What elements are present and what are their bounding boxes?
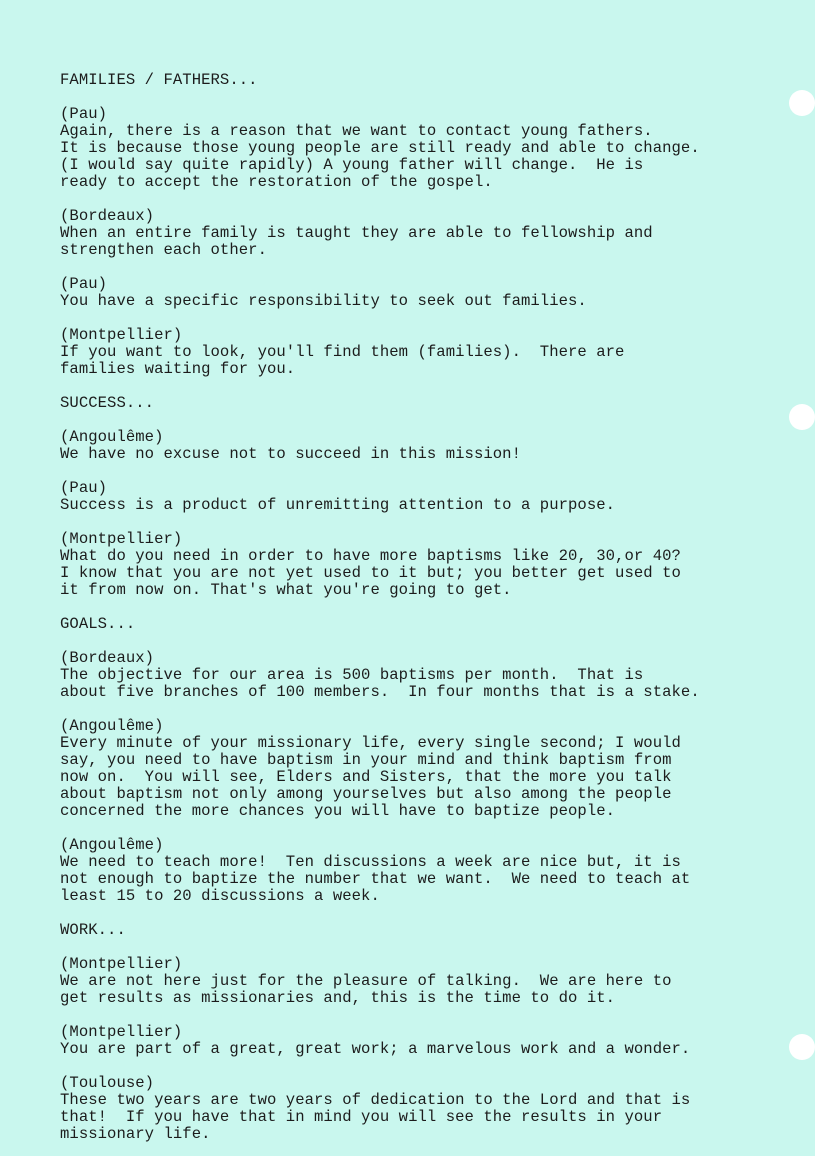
quote-line: Every minute of your missionary life, every single second; I would <box>60 734 681 752</box>
speaker-location: (Montpellier) <box>60 530 183 548</box>
section-heading: SUCCESS... <box>60 394 155 412</box>
section <box>60 922 760 1143</box>
speaker-location: (Bordeaux) <box>60 207 155 225</box>
document-body <box>60 72 760 1143</box>
quote-entry <box>60 1024 760 1058</box>
section <box>60 616 760 905</box>
quote-line: The objective for our area is 500 baptisms per month. That is <box>60 666 644 684</box>
quote-line: say, you need to have baptism in your mind and think baptism from <box>60 751 672 769</box>
quote-line: Again, there is a reason that we want to contact young fathers. <box>60 122 653 140</box>
quote-entry <box>60 327 760 378</box>
speaker-location: (Montpellier) <box>60 955 183 973</box>
punch-hole <box>789 1034 815 1060</box>
quote-line: families waiting for you. <box>60 360 296 378</box>
quote-line: missionary life. <box>60 1125 211 1143</box>
quote-entry <box>60 837 760 905</box>
quote-line: concerned the more chances you will have to baptize people. <box>60 802 616 820</box>
quote-line: not enough to baptize the number that we want. We need to teach at <box>60 870 691 888</box>
speaker-location: (Angoulême) <box>60 717 164 735</box>
speaker-location: (Montpellier) <box>60 326 183 344</box>
section-heading: GOALS... <box>60 615 136 633</box>
speaker-location: (Montpellier) <box>60 1023 183 1041</box>
quote-line: It is because those young people are still ready and able to change. <box>60 139 700 157</box>
quote-entry <box>60 208 760 259</box>
section <box>60 395 760 599</box>
quote-line: Success is a product of unremitting attention to a purpose. <box>60 496 616 514</box>
punch-hole <box>789 90 815 116</box>
quote-line: ready to accept the restoration of the gospel. <box>60 173 493 191</box>
quote-entry <box>60 956 760 1007</box>
speaker-location: (Toulouse) <box>60 1074 155 1092</box>
quote-entry <box>60 650 760 701</box>
quote-line: about baptism not only among yourselves but also among the people <box>60 785 672 803</box>
speaker-location: (Angoulême) <box>60 836 164 854</box>
quote-line: These two years are two years of dedication to the Lord and that is <box>60 1091 691 1109</box>
quote-line: When an entire family is taught they are able to fellowship and <box>60 224 653 242</box>
quote-line: What do you need in order to have more baptisms like 20, 30,or 40? <box>60 547 681 565</box>
quote-line: You have a specific responsibility to seek out families. <box>60 292 587 310</box>
quote-entry <box>60 531 760 599</box>
section <box>60 72 760 378</box>
quote-line: now on. You will see, Elders and Sisters, that the more you talk <box>60 768 672 786</box>
quote-line: I know that you are not yet used to it but; you better get used to <box>60 564 681 582</box>
section-heading: FAMILIES / FATHERS... <box>60 71 258 89</box>
quote-entry <box>60 106 760 191</box>
quote-entry <box>60 276 760 310</box>
quote-line: (I would say quite rapidly) A young father will change. He is <box>60 156 644 174</box>
quote-entry <box>60 429 760 463</box>
speaker-location: (Pau) <box>60 275 108 293</box>
quote-entry <box>60 718 760 820</box>
quote-line: If you want to look, you'll find them (families). There are <box>60 343 625 361</box>
quote-line: it from now on. That's what you're going to get. <box>60 581 512 599</box>
quote-line: We are not here just for the pleasure of talking. We are here to <box>60 972 672 990</box>
quote-line: We have no excuse not to succeed in this mission! <box>60 445 521 463</box>
punch-hole <box>789 404 815 430</box>
quote-entry <box>60 1075 760 1143</box>
quote-line: strengthen each other. <box>60 241 267 259</box>
speaker-location: (Bordeaux) <box>60 649 155 667</box>
quote-line: You are part of a great, great work; a marvelous work and a wonder. <box>60 1040 691 1058</box>
section-heading: WORK... <box>60 921 126 939</box>
speaker-location: (Pau) <box>60 105 108 123</box>
quote-line: We need to teach more! Ten discussions a week are nice but, it is <box>60 853 681 871</box>
quote-line: get results as missionaries and, this is the time to do it. <box>60 989 616 1007</box>
speaker-location: (Angoulême) <box>60 428 164 446</box>
quote-line: least 15 to 20 discussions a week. <box>60 887 380 905</box>
quote-entry <box>60 480 760 514</box>
quote-line: that! If you have that in mind you will see the results in your <box>60 1108 663 1126</box>
quote-line: about five branches of 100 members. In four months that is a stake. <box>60 683 700 701</box>
speaker-location: (Pau) <box>60 479 108 497</box>
